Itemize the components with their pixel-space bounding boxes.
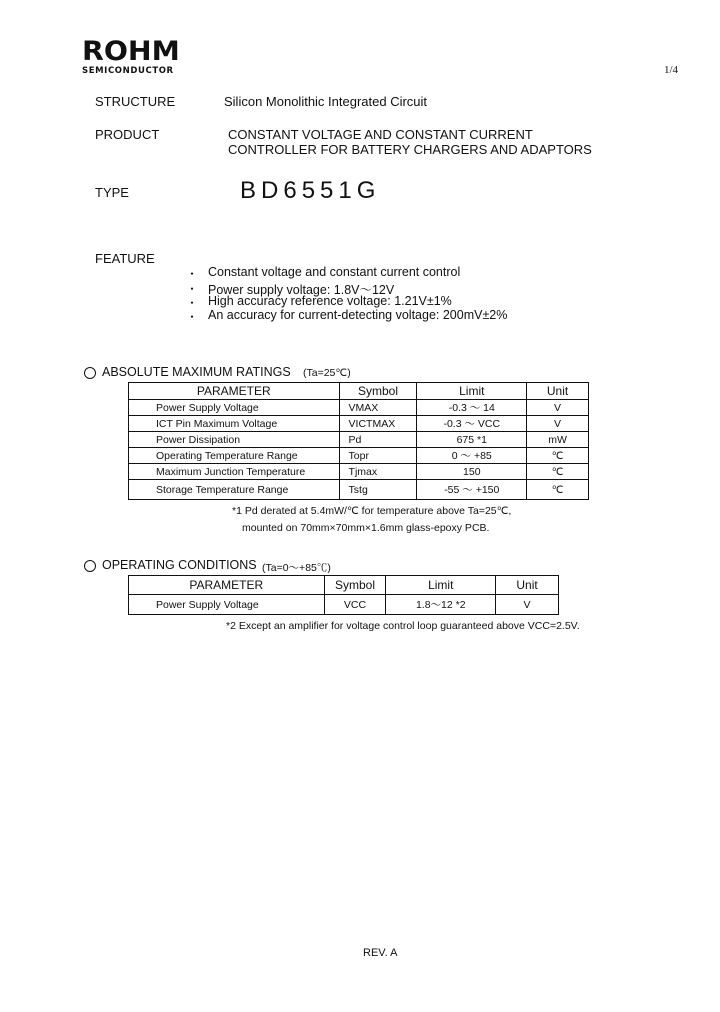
col-header-limit: Limit xyxy=(417,383,527,400)
logo-subtitle: SEMICONDUCTOR xyxy=(82,66,174,76)
col-header-parameter: PARAMETER xyxy=(129,383,340,400)
row-symbol: Pd xyxy=(339,432,417,448)
col-header-parameter: PARAMETER xyxy=(129,576,325,595)
row-symbol: Tstg xyxy=(339,480,417,500)
row-parameter: Power Supply Voltage xyxy=(129,595,325,615)
row-unit: V xyxy=(527,400,589,416)
type-value: BD6551G xyxy=(240,177,381,204)
feature-label: FEATURE xyxy=(95,251,155,266)
row-parameter: Operating Temperature Range xyxy=(129,448,340,464)
row-parameter: Power Supply Voltage xyxy=(129,400,340,416)
op-cond-condition: (Ta=0～+85℃) xyxy=(262,562,331,574)
table-header-row xyxy=(129,576,559,595)
structure-label: STRUCTURE xyxy=(95,94,176,109)
abs-max-table xyxy=(128,382,589,500)
table-row xyxy=(129,448,589,464)
rohm-logo: ROHM xyxy=(82,36,180,67)
circle-bullet-icon xyxy=(84,367,96,379)
row-unit: ℃ xyxy=(527,464,589,480)
row-unit: mW xyxy=(527,432,589,448)
op-cond-note: *2 Except an amplifier for voltage control loop guaranteed above VCC=2.5V. xyxy=(226,620,580,632)
row-symbol: VCC xyxy=(324,595,386,615)
row-limit: 0 ～ +85 xyxy=(417,448,527,464)
type-label: TYPE xyxy=(95,185,129,200)
bullet-icon: ・ xyxy=(186,267,199,281)
row-symbol: Tjmax xyxy=(339,464,417,480)
row-parameter: Maximum Junction Temperature xyxy=(129,464,340,480)
row-parameter: Storage Temperature Range xyxy=(129,480,340,500)
page-number: 1/4 xyxy=(664,64,679,76)
feature-item: Constant voltage and constant current control xyxy=(208,265,461,279)
op-cond-table xyxy=(128,575,559,615)
abs-max-condition: (Ta=25℃) xyxy=(303,367,351,379)
feature-item: High accuracy reference voltage: 1.21V±1% xyxy=(208,294,452,308)
row-limit: -55 ～ +150 xyxy=(417,480,527,500)
table-row xyxy=(129,595,559,615)
structure-value: Silicon Monolithic Integrated Circuit xyxy=(224,94,428,109)
row-unit: V xyxy=(496,595,559,615)
row-limit: -0.3 ～ VCC xyxy=(417,416,527,432)
row-limit: -0.3 ～ 14 xyxy=(417,400,527,416)
row-unit: ℃ xyxy=(527,448,589,464)
col-header-limit: Limit xyxy=(386,576,496,595)
table-row xyxy=(129,480,589,500)
col-header-unit: Unit xyxy=(496,576,559,595)
feature-item: An accuracy for current-detecting voltage: 200mV±2% xyxy=(208,308,508,322)
bullet-icon: ・ xyxy=(186,310,199,324)
table-row xyxy=(129,416,589,432)
bullet-icon: ・ xyxy=(186,296,199,310)
row-symbol: VICTMAX xyxy=(339,416,417,432)
row-unit: V xyxy=(527,416,589,432)
row-parameter: ICT Pin Maximum Voltage xyxy=(129,416,340,432)
abs-max-title: ABSOLUTE MAXIMUM RATINGS xyxy=(102,365,291,379)
table-row xyxy=(129,432,589,448)
bullet-icon: ・ xyxy=(186,282,199,296)
table-row xyxy=(129,464,589,480)
row-symbol: Topr xyxy=(339,448,417,464)
col-header-unit: Unit xyxy=(527,383,589,400)
product-line-1: CONSTANT VOLTAGE AND CONSTANT CURRENT xyxy=(228,127,533,142)
row-limit: 1.8～12 *2 xyxy=(386,595,496,615)
product-line-2: CONTROLLER FOR BATTERY CHARGERS AND ADAPTORS xyxy=(228,142,592,157)
abs-max-note-1: *1 Pd derated at 5.4mW/℃ for temperature above Ta=25℃, xyxy=(232,505,512,517)
row-parameter: Power Dissipation xyxy=(129,432,340,448)
abs-max-note-2: mounted on 70mm×70mm×1.6mm glass-epoxy PCB. xyxy=(242,522,490,534)
row-unit: ℃ xyxy=(527,480,589,500)
row-limit: 675 *1 xyxy=(417,432,527,448)
row-symbol: VMAX xyxy=(339,400,417,416)
row-limit: 150 xyxy=(417,464,527,480)
circle-bullet-icon xyxy=(84,560,96,572)
revision-label: REV. A xyxy=(363,947,398,959)
col-header-symbol: Symbol xyxy=(324,576,386,595)
col-header-symbol: Symbol xyxy=(339,383,417,400)
product-label: PRODUCT xyxy=(95,127,160,142)
table-header-row xyxy=(129,383,589,400)
feature-item: Power supply voltage: 1.8V～12V xyxy=(208,283,395,297)
op-cond-title: OPERATING CONDITIONS xyxy=(102,558,257,572)
table-row xyxy=(129,400,589,416)
